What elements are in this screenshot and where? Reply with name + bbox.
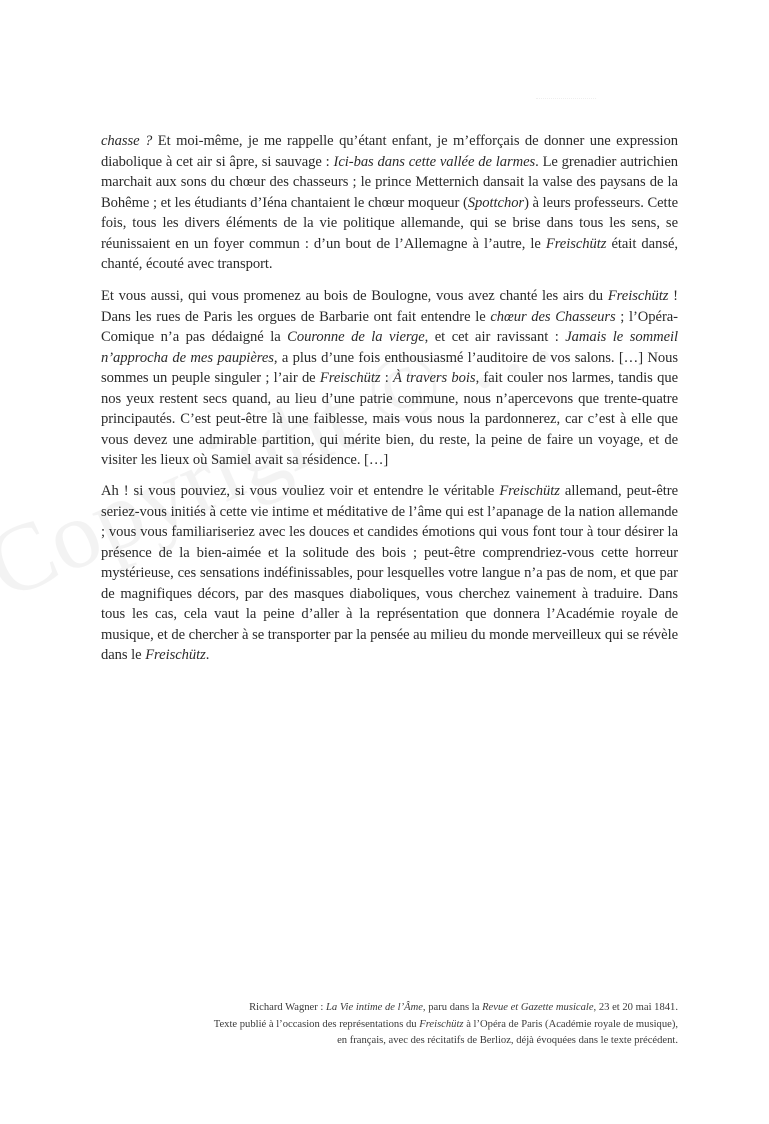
- caption-line-2: Texte publié à l’occasion des représentations du Freischütz à l’Opéra de Paris (Académie royale de musique),: [213, 1018, 678, 1030]
- italic-text: À travers bois: [393, 370, 476, 386]
- italic-text: chœur des Chasseurs: [490, 308, 616, 325]
- italic-text: Couronne de la vierge: [287, 329, 425, 345]
- italic-text: Freischütz: [607, 288, 669, 304]
- italic-text: Freischütz: [419, 1018, 464, 1030]
- italic-text: chasse ?: [101, 133, 153, 149]
- caption-line-1: Richard Wagner : La Vie intime de l’Âme, paru dans la Revue et Gazette musicale, 23 et 20 mai 1841.: [249, 1002, 678, 1013]
- paragraph-2: Et vous aussi, qui vous promenez au bois de Boulogne, vous avez chanté les airs du Freischütz ! Dans les rues de Paris les orgues de Barbarie ont fait entendre le chœur des Chasseurs ; l’Opéra-Comique n’a pas dédaigné la Couronne de la vierge, et cet air ravissant : Jamais le sommeil n’approcha de mes paupières, a plus d’une fois enthousiasmé l’auditoire de vos salons. […] Nous sommes un peuple singuler ; l’air de Freischütz : À travers bois, fait couler nos larmes, tandis que nos yeux restent secs quand, au lieu d’une patrie commune, nous n’apercevons que trente-quatre principautés. C’est peut-être là une faiblesse, mais vous nous la pardonnerez, car c’est à elle que vous devez une admirable partition, qui mérite bien, du reste, la peine de faire un voyage, et de visiter les lieux où Samiel avait sa résidence. […]: [101, 288, 679, 468]
- source-caption: [118, 1000, 678, 1050]
- italic-text: Spottchor: [467, 194, 525, 211]
- italic-text: Jamais le sommeil n’approcha de mes paupières: [101, 329, 679, 366]
- caption-line-3: en français, avec des récitatifs de Berlioz, déjà évoquées dans le texte précédent.: [337, 1035, 678, 1046]
- italic-text: Freischütz: [145, 647, 206, 663]
- italic-text: La Vie intime de l’Âme: [326, 1002, 423, 1013]
- italic-text: Revue et Gazette musicale: [482, 1002, 594, 1013]
- paragraph-3: Ah ! si vous pouviez, si vous vouliez voir et entendre le véritable Freischütz allemand, peut-être seriez-vous initiés à cette vie intime et méditative de l’âme qui est l’apanage de la nation allemande ; vous vous familiariseriez avec les douces et candides émotions qui vous font tour à tour désirer la présence de la bien-aimée et la solitude des bois ; peut-être comprendriez-vous cette horreur mystérieuse, ces sensations indéfinissables, pour lesquelles votre langue n’a pas de nom, et que par de magnifiques décors, par des masques diaboliques, vous cherchez vainement à traduire. Dans tous les cas, cela vaut la peine d’aller à la représentation que donnera l’Académie royale de musique, et de chercher à se transporter par la pensée au milieu du monde merveilleux qui se révèle dans le Freischütz.: [101, 483, 678, 663]
- italic-text: Freischütz: [545, 235, 607, 252]
- paragraph-1: chasse ? Et moi-même, je me rappelle qu’étant enfant, je m’efforçais de donner une expression diabolique à cet air si âpre, si sauvage : Ici-bas dans cette vallée de larmes. Le grenadier autrichien marchait aux sons du chœur des chasseurs ; le prince Metternich dansait la valse des paysans de la Bohême ; et les étudiants d’Iéna chantaient le chœur moqueur (Spottchor) à leurs professeurs. Cette fois, tous les divers éléments de la vie politique allemande, qui se brise dans tous les sens, se réunissaient en un foyer commun : d’un bout de l’Allemagne à l’autre, le Freischütz était dansé, chanté, écouté avec transport.: [101, 133, 679, 272]
- scan-artifact: [536, 98, 596, 105]
- italic-text: Ici-bas dans cette vallée de larmes: [333, 153, 536, 170]
- italic-text: Freischütz: [319, 370, 381, 386]
- italic-text: Freischütz: [499, 483, 560, 499]
